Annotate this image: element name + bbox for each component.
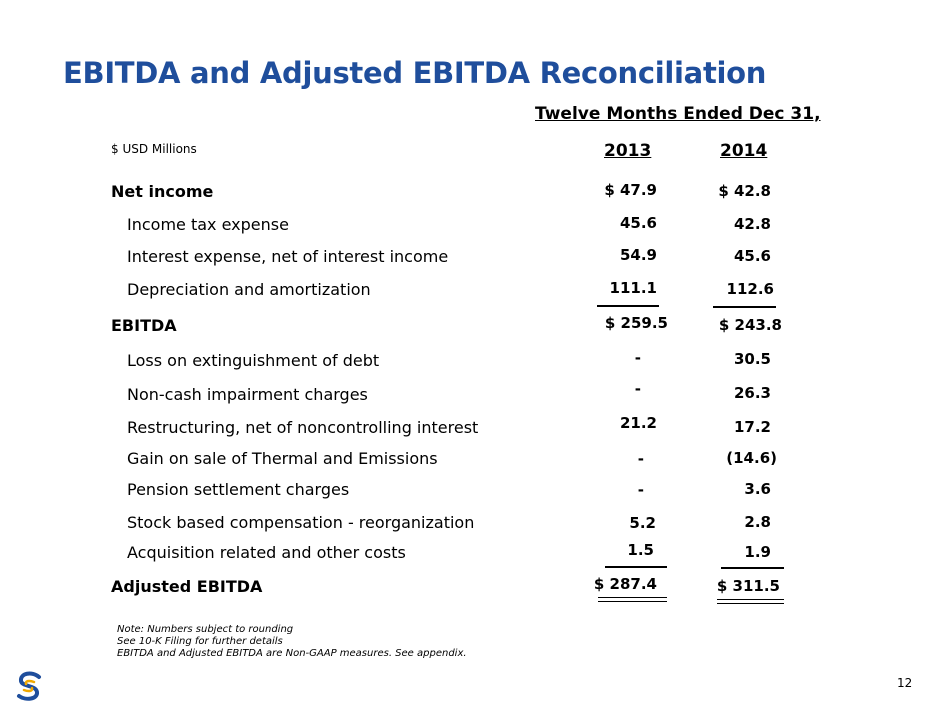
value-2014-net-income: $ 42.8 xyxy=(718,182,771,200)
company-logo-icon xyxy=(12,669,46,703)
row-label-impairment: Non-cash impairment charges xyxy=(127,385,368,404)
value-2014-pension: 3.6 xyxy=(744,480,771,498)
value-2014-income-tax: 42.8 xyxy=(733,215,771,233)
value-2013-loss-debt: - xyxy=(634,349,641,367)
row-label-depreciation: Depreciation and amortization xyxy=(127,280,371,299)
value-2014-acquisition: 1.9 xyxy=(744,543,771,561)
subtotal-rule-2014-adjusted xyxy=(721,567,784,569)
footnote-10k: See 10-K Filing for further details xyxy=(117,636,283,647)
value-2013-ebitda: $ 259.5 xyxy=(604,314,668,332)
year-2014-header: 2014 xyxy=(720,141,768,161)
value-2013-acquisition: 1.5 xyxy=(627,541,654,559)
year-2013-header: 2013 xyxy=(604,141,652,161)
value-2014-stock-comp: 2.8 xyxy=(744,513,771,531)
row-label-ebitda: EBITDA xyxy=(111,316,177,335)
row-label-net-income: Net income xyxy=(111,182,214,201)
value-2014-interest: 45.6 xyxy=(733,247,771,265)
page-title: EBITDA and Adjusted EBITDA Reconciliation xyxy=(63,56,767,90)
row-label-pension: Pension settlement charges xyxy=(127,480,350,499)
units-label: $ USD Millions xyxy=(111,142,197,156)
period-header: Twelve Months Ended Dec 31, xyxy=(535,104,821,124)
total-double-rule-2013 xyxy=(598,597,667,602)
subtotal-rule-2013 xyxy=(597,305,659,307)
footnote-non-gaap: EBITDA and Adjusted EBITDA are Non-GAAP measures. See appendix. xyxy=(117,648,467,659)
value-2014-gain-sale: (14.6) xyxy=(726,449,777,467)
page-number: 12 xyxy=(897,676,913,690)
row-label-stock-comp: Stock based compensation - reorganization xyxy=(127,513,475,532)
value-2014-depreciation: 112.6 xyxy=(726,280,774,298)
value-2013-impairment: - xyxy=(634,380,641,398)
total-double-rule-2014 xyxy=(717,599,784,604)
value-2013-income-tax: 45.6 xyxy=(619,214,657,232)
value-2013-net-income: $ 47.9 xyxy=(604,181,657,199)
value-2013-pension: - xyxy=(637,481,644,499)
value-2013-restructuring: 21.2 xyxy=(619,414,657,432)
value-2014-impairment: 26.3 xyxy=(733,384,771,402)
value-2014-adjusted-ebitda: $ 311.5 xyxy=(716,577,780,595)
footnotes xyxy=(117,624,467,660)
row-label-income-tax: Income tax expense xyxy=(127,215,289,234)
value-2014-loss-debt: 30.5 xyxy=(733,350,771,368)
row-label-restructuring: Restructuring, net of noncontrolling interest xyxy=(127,418,479,437)
row-label-adjusted-ebitda: Adjusted EBITDA xyxy=(111,577,263,596)
value-2014-ebitda: $ 243.8 xyxy=(718,316,782,334)
row-label-interest: Interest expense, net of interest income xyxy=(127,247,449,266)
subtotal-rule-2014 xyxy=(713,306,776,308)
value-2014-restructuring: 17.2 xyxy=(733,418,771,436)
value-2013-adjusted-ebitda: $ 287.4 xyxy=(593,575,657,593)
row-label-gain-sale: Gain on sale of Thermal and Emissions xyxy=(127,449,438,468)
value-2013-gain-sale: - xyxy=(637,450,644,468)
footnote-rounding: Note: Numbers subject to rounding xyxy=(117,624,294,635)
value-2013-interest: 54.9 xyxy=(619,246,657,264)
subtotal-rule-2013-adjusted xyxy=(605,566,667,568)
value-2013-depreciation: 111.1 xyxy=(609,279,657,297)
row-label-acquisition: Acquisition related and other costs xyxy=(127,543,406,562)
row-label-loss-debt: Loss on extinguishment of debt xyxy=(127,351,380,370)
value-2013-stock-comp: 5.2 xyxy=(629,514,656,532)
